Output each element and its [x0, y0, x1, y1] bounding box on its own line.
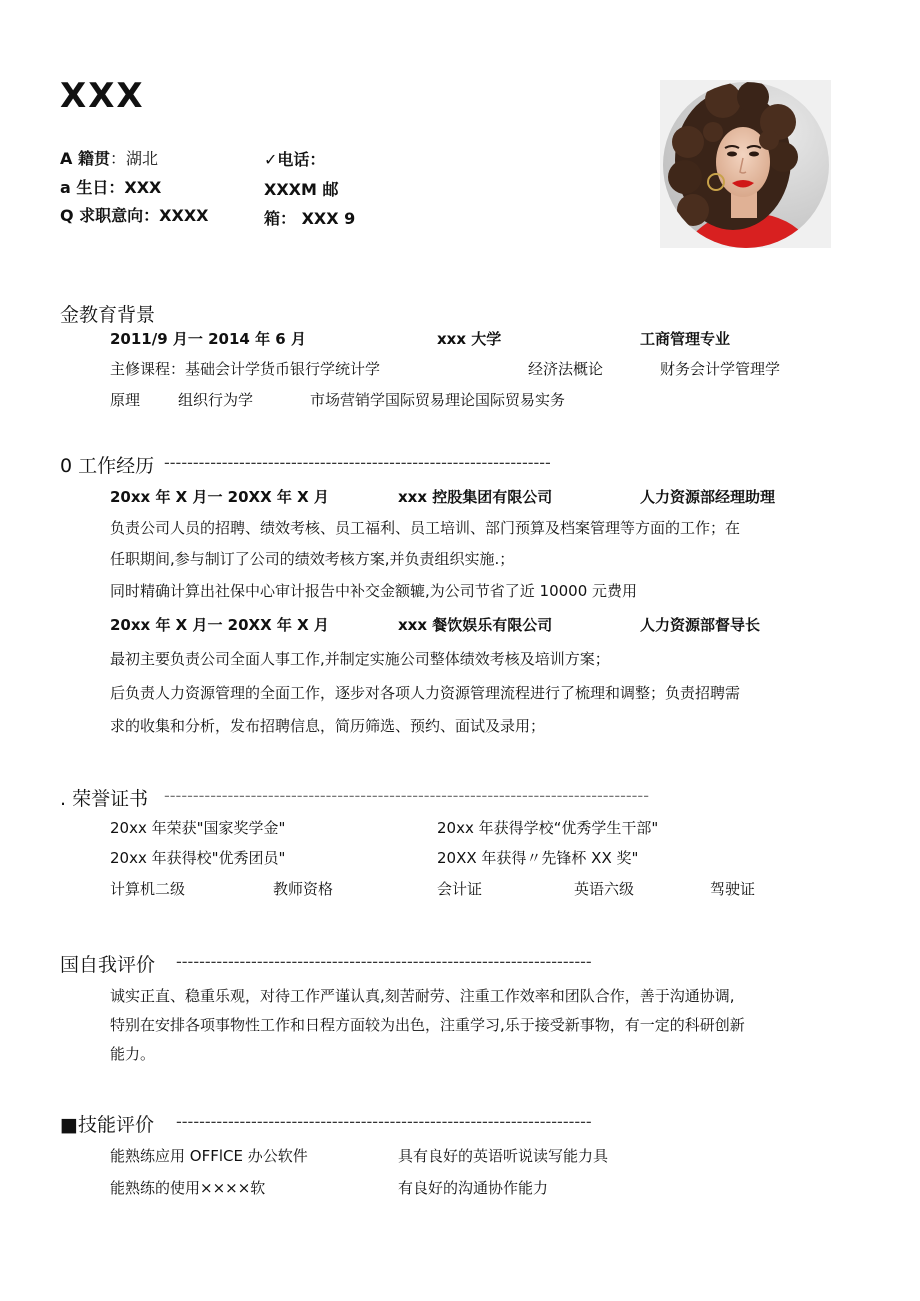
work-title: 0 工作经历 — [60, 455, 155, 477]
skill-2: 具有良好的英语听说读写能力具 — [398, 1147, 609, 1165]
courses-line2b: 组织行为学 — [178, 391, 254, 409]
job1-period: 20xx 年 X 月一 20XX 年 X 月 — [110, 488, 329, 506]
self-eval-divider: ------------------------------------------------------------------------ — [176, 952, 592, 971]
courses-line2c: 市场营销学国际贸易理论国际贸易实务 — [310, 391, 566, 409]
honors-divider: ------------------------------------------------------------------------------------ — [164, 786, 649, 805]
job2-line3: 求的收集和分析，发布招聘信息，简历筛选、预约、面试及录用； — [110, 717, 546, 735]
job-intent-row: Q 求职意向：XXXX — [60, 206, 209, 225]
work-divider: ------------------------------------------------------------------- — [164, 453, 551, 472]
hometown-value: ：湖北 — [109, 149, 158, 168]
job2-position: 人力资源部督导长 — [640, 616, 761, 634]
job2-company: xxx 餐饮娱乐有限公司 — [398, 616, 553, 634]
job1-line1: 负责公司人员的招聘、绩效考核、员工福利、员工培训、部门预算及档案管理等方面的工作；在 — [110, 519, 741, 537]
education-major: 工商管理专业 — [640, 330, 731, 348]
phone-email-row: XXXM 邮 — [264, 180, 339, 199]
courses-line1b: 经济法概论 — [528, 360, 604, 378]
skill-1: 能熟练应用 OFFlCE 办公软件 — [110, 1147, 308, 1165]
courses-line1c: 财务会计学管理学 — [660, 360, 781, 378]
cert-item: 计算机二级 — [110, 880, 186, 898]
honor-3: 20xx 年获得校"优秀团员" — [110, 849, 286, 867]
skill-4: 有良好的沟通协作能力 — [398, 1179, 549, 1197]
job2-line2: 后负责人力资源管理的全面工作，逐步对各项人力资源管理流程进行了梳理和调整；负责招聘需 — [110, 684, 741, 702]
education-title: 金教育背景 — [60, 304, 156, 326]
email-row: 箱： XXX 9 — [264, 209, 356, 228]
courses-line1a: 主修课程：基础会计学货币银行学统计学 — [110, 360, 381, 378]
job1-line2: 任职期间,参与制订了公司的绩效考核方案,并负责组织实施.； — [110, 550, 515, 568]
cert-item: 教师资格 — [273, 880, 334, 898]
job1-line3: 同时精确计算出社保中心审计报告中补交金额辘,为公司节省了近 10000 元费用 — [110, 582, 638, 600]
self-eval-line2: 特别在安排各项事物性工作和日程方面较为出色，注重学习,乐于接受新事物，有一定的科研创新 — [110, 1016, 745, 1034]
self-eval-line1: 诚实正直、稳重乐观，对待工作严谨认真,刻苦耐劳、注重工作效率和团队合作，善于沟通协调, — [110, 987, 735, 1005]
skill-3: 能熟练的使用××××软 — [110, 1179, 266, 1197]
education-school: xxx 大学 — [437, 330, 502, 348]
skills-divider: ------------------------------------------------------------------------ — [176, 1112, 592, 1131]
resume-name: XXX — [60, 76, 145, 116]
self-eval-line3: 能力。 — [110, 1045, 156, 1063]
birthday-row: a 生日：XXX — [60, 178, 162, 197]
cert-item: 英语六级 — [574, 880, 635, 898]
honors-title: . 荣誉证书 — [60, 788, 149, 810]
honor-2: 20xx 年获得学校“优秀学生干部" — [437, 819, 659, 837]
job1-position: 人力资源部经理助理 — [640, 488, 776, 506]
self-eval-title: 国自我评价 — [60, 954, 156, 976]
profile-photo-frame — [660, 80, 831, 248]
job2-line1: 最初主要负责公司全面人事工作,并制定实施公司整体绩效考核及培训方案； — [110, 650, 610, 668]
hometown-label: A 籍贯 — [60, 149, 110, 168]
cert-item: 会计证 — [437, 880, 483, 898]
education-period: 2011/9 月一 2014 年 6 月 — [110, 330, 306, 348]
skills-title: ■技能评价 — [60, 1114, 154, 1136]
courses-line2a: 原理 — [110, 391, 141, 409]
profile-photo — [663, 82, 829, 248]
cert-item: 驾驶证 — [710, 880, 756, 898]
phone-row: ✓电话： — [264, 150, 326, 169]
hometown-row — [60, 146, 158, 169]
job2-period: 20xx 年 X 月一 20XX 年 X 月 — [110, 616, 329, 634]
job1-company: xxx 控股集团有限公司 — [398, 488, 553, 506]
honor-4: 20XX 年获得〃先锋杯 XX 奖" — [437, 849, 639, 867]
honor-1: 20xx 年荣获"国家奖学金" — [110, 819, 286, 837]
